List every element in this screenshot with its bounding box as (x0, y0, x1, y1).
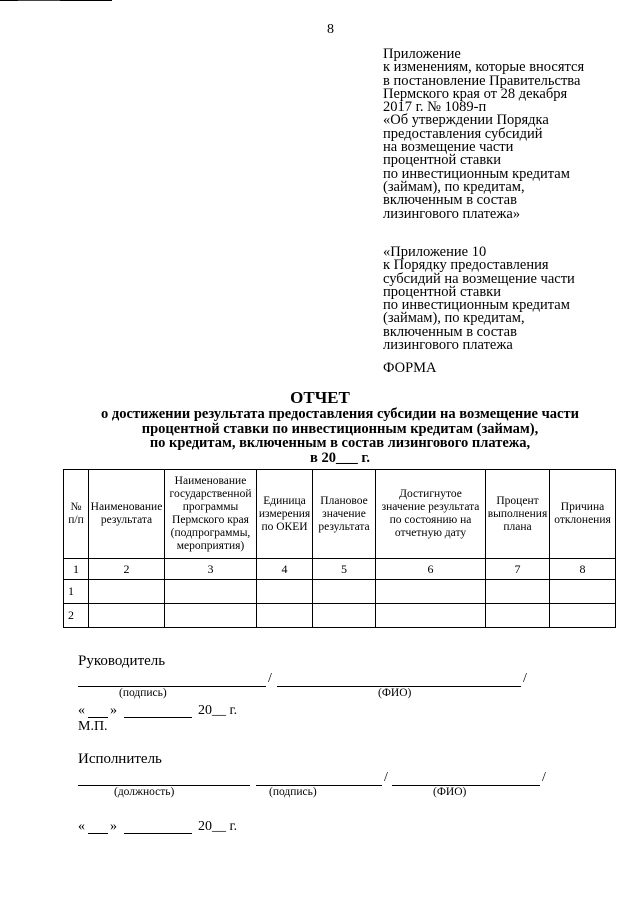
appendix-line: процентной ставки (383, 283, 501, 300)
sign-caption: (подпись) (269, 786, 317, 798)
appendix-line: Пермского края от 28 декабря (383, 85, 568, 102)
table-header-row (64, 470, 616, 559)
slash: / (542, 770, 546, 785)
stamp-label: М.П. (78, 719, 108, 734)
year-text: 20__ г. (198, 819, 238, 834)
column-number-cell: 2 (89, 559, 165, 580)
appendix-line: процентной ставки (383, 152, 501, 169)
table-cell[interactable] (165, 580, 257, 604)
appendix-line: включенным в состав (383, 192, 517, 209)
column-number-cell: 1 (64, 559, 89, 580)
table-row (64, 604, 616, 628)
table-cell[interactable] (313, 604, 376, 628)
slash: / (384, 770, 388, 785)
header-cell: Наименование результата (89, 470, 165, 559)
header-cell: Причина отклонения (550, 470, 616, 559)
slash: / (268, 671, 272, 686)
appendix-line: лизингового платежа (383, 337, 513, 354)
appendix-line: (займам), по кредитам, (383, 178, 525, 195)
appendix-block-1 (383, 48, 633, 221)
executor-month-field[interactable] (124, 833, 192, 834)
page-number: 8 (327, 22, 334, 37)
appendix-line: к изменениям, которые вносятся (383, 59, 585, 76)
appendix-line: к Порядку предоставления (383, 257, 549, 274)
appendix-line: 2017 г. № 1089-п (383, 99, 487, 116)
date-close-quote: » (110, 819, 117, 834)
top-rule-short (18, 0, 60, 1)
table-cell[interactable] (313, 580, 376, 604)
column-number-cell: 3 (165, 559, 257, 580)
table-cell[interactable] (257, 604, 313, 628)
position-caption: (должность) (114, 786, 175, 798)
appendix-line: включенным в состав (383, 323, 517, 340)
head-month-field[interactable] (124, 717, 192, 718)
date-open-quote: « (78, 703, 85, 718)
date-open-quote: « (78, 819, 85, 834)
subtitle-line: процентной ставки по инвестиционным кредитам (займам), (141, 420, 539, 437)
table-cell[interactable]: 1 (64, 580, 89, 604)
column-number-cell: 7 (486, 559, 550, 580)
table-cell[interactable] (486, 604, 550, 628)
column-number-row (64, 559, 616, 580)
table-cell[interactable] (550, 604, 616, 628)
executor-day-field[interactable] (88, 833, 108, 834)
appendix-line: Приложение (383, 46, 461, 62)
table-cell[interactable] (89, 604, 165, 628)
table-row (64, 580, 616, 604)
subtitle-line: по кредитам, включенным в состав лизингового платежа, (149, 435, 531, 451)
header-cell: № п/п (64, 470, 89, 559)
head-signature-line[interactable] (78, 686, 266, 687)
appendix-line: в постановление Правительства (383, 72, 581, 89)
appendix-line: на возмещение части (383, 139, 514, 156)
table-cell[interactable] (257, 580, 313, 604)
appendix-line: по инвестиционным кредитам (383, 165, 570, 182)
appendix-line: субсидий на возмещение части (383, 270, 575, 287)
appendix-line: «Приложение 10 (383, 244, 487, 260)
header-cell: Плановое значение результата (313, 470, 376, 559)
appendix-block-2 (383, 246, 633, 352)
executor-label: Исполнитель (78, 751, 162, 767)
appendix-line: по инвестиционным кредитам (383, 297, 570, 314)
header-cell: Наименование государственной программы Пермского края (подпрограммы, мероприятия) (165, 470, 257, 559)
header-cell: Процент выполнения плана (486, 470, 550, 559)
report-table (63, 469, 616, 628)
table-cell[interactable] (89, 580, 165, 604)
sign-caption: (подпись) (119, 687, 167, 699)
subtitle-line: о достижении результата предоставления субсидии на возмещение части (101, 406, 579, 422)
fio-caption: (ФИО) (433, 786, 467, 798)
table-cell[interactable] (486, 580, 550, 604)
header-cell: Единица измерения по ОКЕИ (257, 470, 313, 559)
slash: / (523, 671, 527, 686)
column-number-cell: 5 (313, 559, 376, 580)
table-cell[interactable] (376, 604, 486, 628)
appendix-line: предоставления субсидий (383, 125, 543, 142)
appendix-line: «Об утверждении Порядка (383, 112, 549, 129)
report-title: ОТЧЕТ (290, 388, 350, 407)
date-close-quote: » (110, 703, 117, 718)
subtitle-line: в 20___ г. (310, 449, 370, 466)
appendix-line: (займам), по кредитам, (383, 310, 525, 327)
head-label: Руководитель (78, 653, 166, 669)
form-label: ФОРМА (383, 360, 437, 376)
report-subtitle (80, 407, 600, 465)
column-number-cell: 8 (550, 559, 616, 580)
year-text: 20__ г. (198, 703, 238, 718)
appendix-line: лизингового платежа» (383, 205, 521, 222)
fio-caption: (ФИО) (378, 687, 412, 699)
column-number-cell: 4 (257, 559, 313, 580)
table-cell[interactable] (376, 580, 486, 604)
head-day-field[interactable] (88, 717, 108, 718)
column-number-cell: 6 (376, 559, 486, 580)
table-cell[interactable] (165, 604, 257, 628)
header-cell: Достигнутое значение результата по состоянию на отчетную дату (376, 470, 486, 559)
table-cell[interactable] (550, 580, 616, 604)
table-cell[interactable]: 2 (64, 604, 89, 628)
